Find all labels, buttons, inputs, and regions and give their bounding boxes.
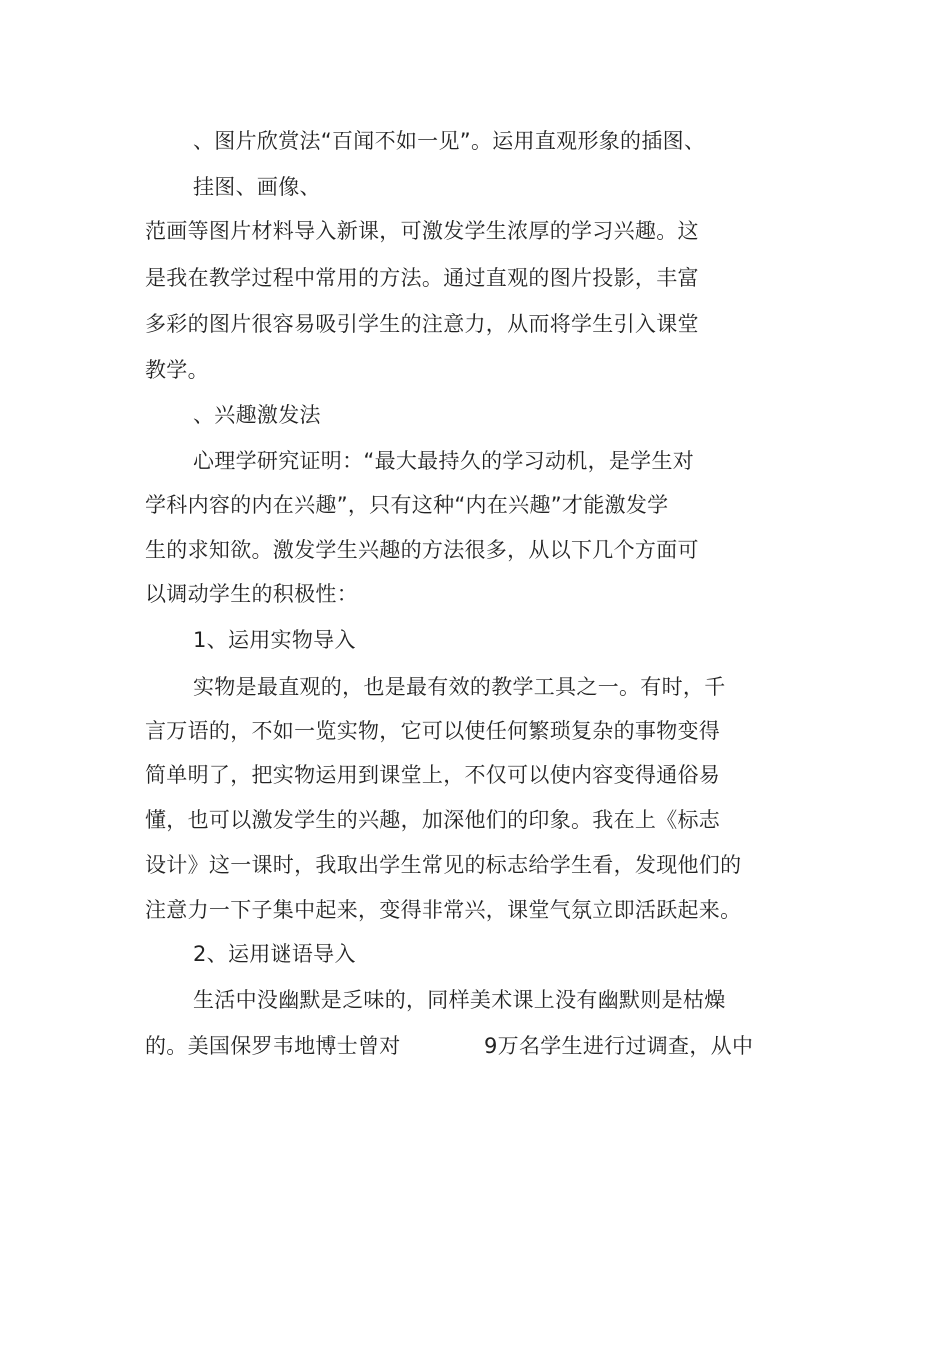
text-line: 教学。 bbox=[145, 358, 209, 382]
list-heading-1: 1、运用实物导入 bbox=[193, 628, 356, 652]
text-line: 、图片欣赏法“百闻不如一见”。运用直观形象的插图、 bbox=[193, 129, 706, 153]
text-line: 言万语的，不如一览实物，它可以使任何繁琐复杂的事物变得 bbox=[145, 719, 721, 743]
text-line: 挂图、画像、 bbox=[193, 175, 321, 199]
list-heading-2: 2、运用谜语导入 bbox=[193, 942, 356, 966]
text-line: 简单明了，把实物运用到课堂上，不仅可以使内容变得通俗易 bbox=[145, 763, 721, 787]
text-line: 生活中没幽默是乏味的，同样美术课上没有幽默则是枯燥 bbox=[193, 988, 726, 1012]
text-line: 、兴趣激发法 bbox=[193, 403, 321, 427]
text-line: 心理学研究证明：“最大最持久的学习动机，是学生对 bbox=[193, 449, 695, 473]
text-line: 范画等图片材料导入新课，可激发学生浓厚的学习兴趣。这 bbox=[145, 219, 699, 243]
text-line: 设计》这一课时，我取出学生常见的标志给学生看，发现他们的 bbox=[145, 853, 742, 877]
text-line: 生的求知欲。激发学生兴趣的方法很多，从以下几个方面可 bbox=[145, 538, 699, 562]
text-line: 是我在教学过程中常用的方法。通过直观的图片投影，丰富 bbox=[145, 266, 699, 290]
text-line: 以调动学生的积极性： bbox=[145, 582, 358, 606]
text-line: 9万名学生进行过调查，从中 bbox=[484, 1034, 754, 1058]
text-line: 注意力一下子集中起来，变得非常兴，课堂气氛立即活跃起来。 bbox=[145, 898, 742, 922]
text-line: 多彩的图片很容易吸引学生的注意力，从而将学生引入课堂 bbox=[145, 312, 699, 336]
text-line: 的。美国保罗韦地博士曾对 bbox=[145, 1034, 401, 1058]
text-line: 懂，也可以激发学生的兴趣，加深他们的印象。我在上《标志 bbox=[145, 808, 721, 832]
text-line: 学科内容的内在兴趣”，只有这种“内在兴趣”才能激发学 bbox=[145, 493, 669, 517]
text-line: 实物是最直观的，也是最有效的教学工具之一。有时，千 bbox=[193, 675, 726, 699]
